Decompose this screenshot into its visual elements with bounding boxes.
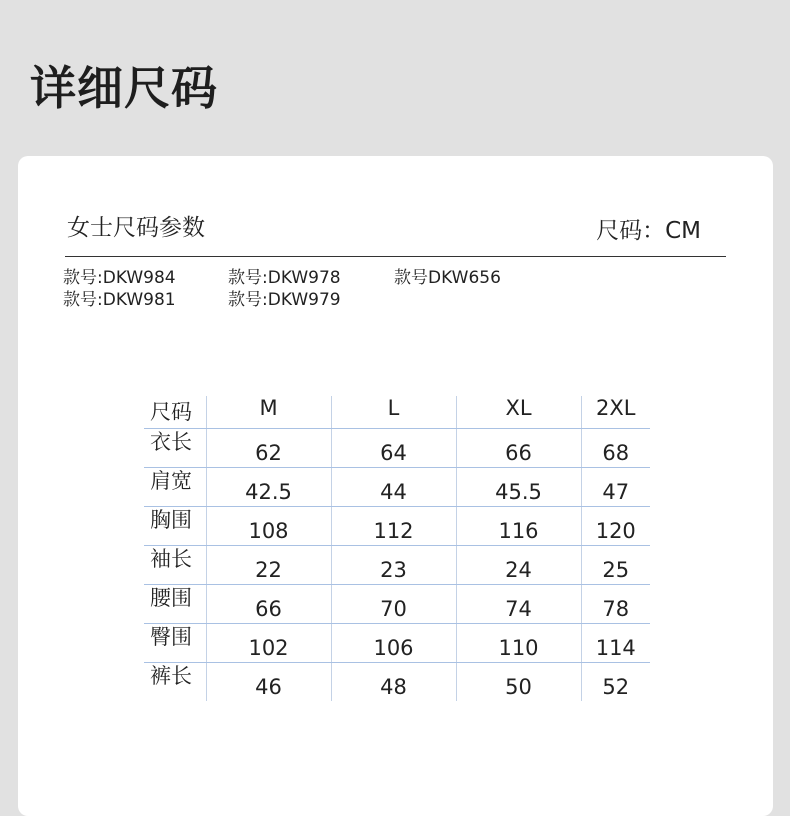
table-cell: 52 [581,663,650,702]
row-label: 胸围 [144,507,206,546]
table-cell: 66 [206,585,331,624]
table-cell: 46 [206,663,331,702]
table-cell: 45.5 [456,468,581,507]
divider [65,256,726,257]
section-title: 女士尺码参数 [67,215,205,241]
table-cell: 25 [581,546,650,585]
table-header-cell: 2XL [581,396,650,429]
table-header-cell: XL [456,396,581,429]
table-cell: 70 [331,585,456,624]
table-cell: 120 [581,507,650,546]
table-cell: 48 [331,663,456,702]
row-label: 腰围 [144,585,206,624]
table-header-cell: L [331,396,456,429]
table-cell: 62 [206,429,331,468]
table-row [144,585,650,624]
table-cell: 78 [581,585,650,624]
model-code: 款号:DKW979 [228,290,341,310]
row-label: 袖长 [144,546,206,585]
unit-label: 尺码：CM [596,218,701,244]
table-header-cell: M [206,396,331,429]
table-row [144,468,650,507]
table-cell: 108 [206,507,331,546]
table-row [144,663,650,702]
table-row [144,624,650,663]
model-code: 款号:DKW981 [63,290,176,310]
table-cell: 24 [456,546,581,585]
table-cell: 42.5 [206,468,331,507]
table-cell: 114 [581,624,650,663]
table-cell: 116 [456,507,581,546]
table-cell: 23 [331,546,456,585]
model-code: 款号:DKW978 [228,268,341,288]
size-card [18,156,773,816]
table-row [144,429,650,468]
row-label: 裤长 [150,664,192,688]
table-header-cell: 尺码 [144,396,206,429]
model-code: 款号DKW656 [394,268,501,288]
table-cell: 47 [581,468,650,507]
table-row [144,546,650,585]
model-code: 款号:DKW984 [63,268,176,288]
row-label: 肩宽 [144,468,206,507]
row-label: 衣长 [144,429,206,468]
row-label: 臀围 [144,624,206,663]
table-cell: 110 [456,624,581,663]
table-cell: 64 [331,429,456,468]
table-cell: 68 [581,429,650,468]
table-row [144,507,650,546]
table-cell: 74 [456,585,581,624]
page-title: 详细尺码 [30,61,218,115]
table-cell: 106 [331,624,456,663]
table-cell: 44 [331,468,456,507]
table-cell: 66 [456,429,581,468]
table-cell: 102 [206,624,331,663]
table-header-row [144,396,650,429]
table-cell: 22 [206,546,331,585]
table-cell: 50 [456,663,581,702]
table-cell: 112 [331,507,456,546]
size-table [144,396,650,701]
